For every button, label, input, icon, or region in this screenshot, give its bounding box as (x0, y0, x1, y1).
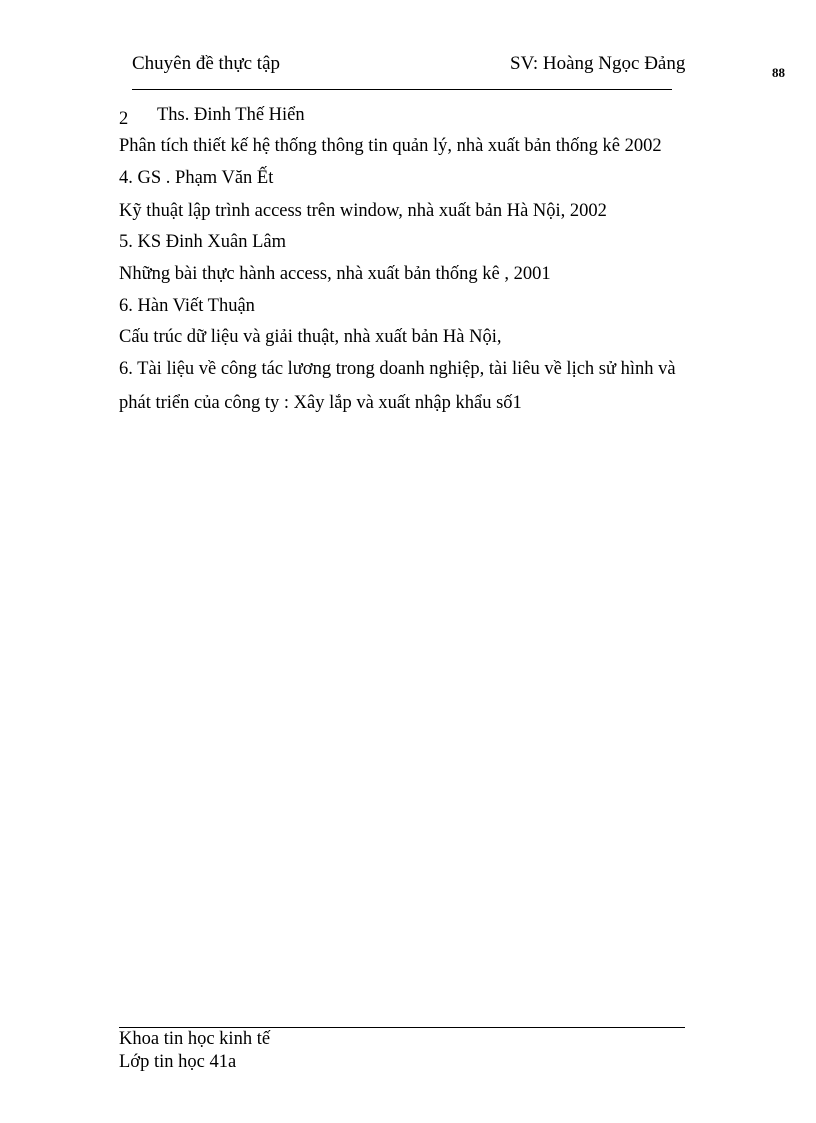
footer-department: Khoa tin học kinh tế (119, 1029, 271, 1049)
reference-item-1-title: Phân tích thiết kế hệ thống thông tin quản lý, nhà xuất bản thống kê 2002 (119, 136, 662, 156)
footer-divider (119, 1027, 685, 1028)
header-divider (132, 89, 672, 90)
reference-item-4-author: 6. Hàn Viết Thuận (119, 296, 255, 316)
reference-item-2-author: 4. GS . Phạm Văn Ết (119, 168, 274, 188)
footer-class: Lớp tin học 41a (119, 1052, 237, 1072)
reference-item-3-author: 5. KS Đinh Xuân Lâm (119, 232, 286, 252)
reference-item-5-line-2: phát triển của công ty : Xây lắp và xuất nhập khẩu số1 (119, 393, 522, 413)
reference-item-4-title: Cấu trúc dữ liệu và giải thuật, nhà xuất bản Hà Nội, (119, 327, 502, 347)
reference-item-5-line-1: 6. Tài liệu về công tác lương trong doanh nghiệp, tài liêu về lịch sử hình và (119, 359, 676, 379)
reference-item-3-title: Những bài thực hành access, nhà xuất bản thống kê , 2001 (119, 264, 551, 284)
page-number: 88 (772, 65, 785, 80)
reference-item-1-author: Ths. Đinh Thế Hiển (157, 105, 305, 125)
header-title: Chuyên đề thực tập (132, 53, 281, 74)
header-author: SV: Hoàng Ngọc Đảng (510, 53, 686, 74)
reference-item-1-number: 2 (119, 109, 129, 129)
reference-item-2-title: Kỹ thuật lập trình access trên window, nhà xuất bản Hà Nội, 2002 (119, 201, 607, 221)
reference-item-1-author-line (119, 105, 305, 129)
